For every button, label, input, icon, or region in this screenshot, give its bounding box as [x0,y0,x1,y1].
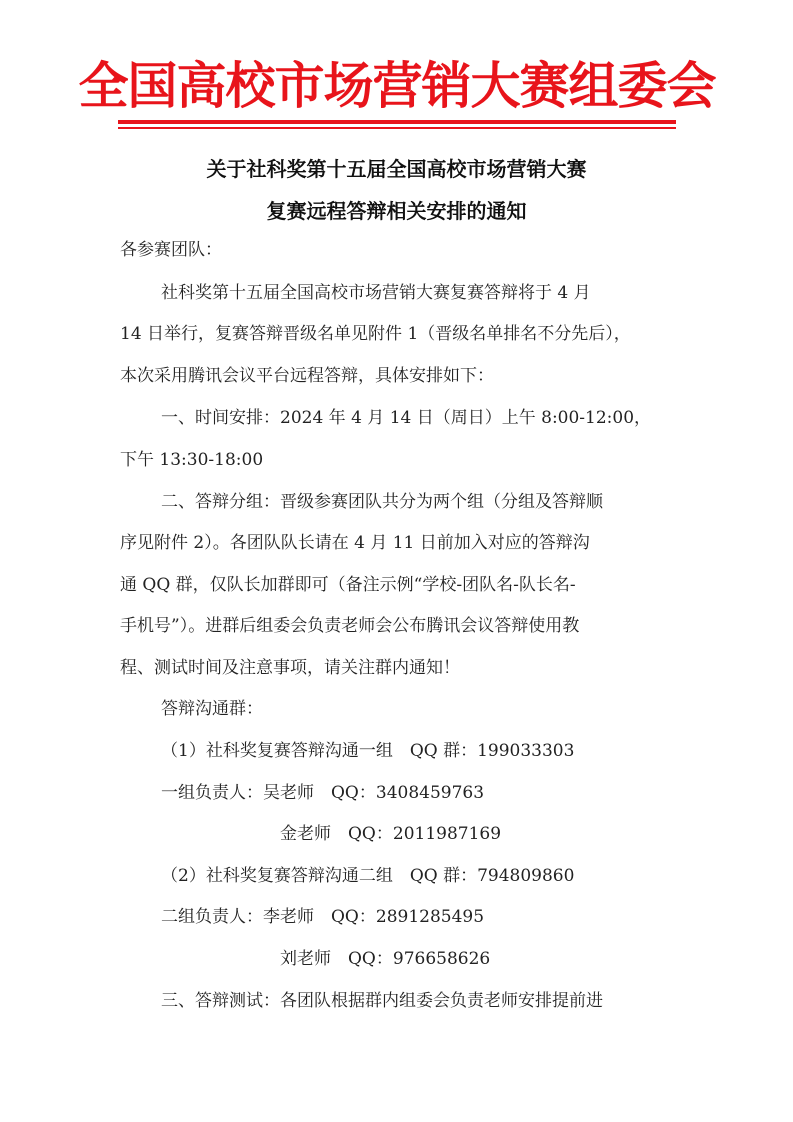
time-arrangement-line: 下午 13:30-18:00 [120,450,264,470]
qq-group-1: （1）社科奖复赛答辩沟通一组 QQ 群：199033303 [161,741,575,761]
grouping-paragraph-line: 程、测试时间及注意事项，请关注群内通知！ [120,658,460,678]
qq-group-1-lead: 一组负责人：吴老师 QQ：3408459763 [161,783,485,803]
qq-group-1-lead: 金老师 QQ：2011987169 [280,824,502,844]
qq-group-2-lead: 刘老师 QQ：976658626 [280,949,491,969]
qq-groups-heading: 答辩沟通群： [161,699,263,719]
test-paragraph-line: 三、答辩测试：各团队根据群内组委会负责老师安排提前进 [161,991,603,1011]
time-arrangement-line: 一、时间安排：2024 年 4 月 14 日（周日）上午 8:00-12:00， [161,408,652,428]
masthead-letterhead: 全国高校市场营销大赛组委会 [78,56,716,115]
salutation: 各参赛团队： [120,240,222,260]
notice-title-line-1: 关于社科奖第十五届全国高校市场营销大赛 [206,157,587,181]
intro-paragraph-line: 本次采用腾讯会议平台远程答辩，具体安排如下： [120,366,494,386]
qq-group-2-lead: 二组负责人：李老师 QQ：2891285495 [161,907,485,927]
grouping-paragraph-line: 手机号”）。进群后组委会负责老师会公布腾讯会议答辩使用教 [120,616,580,636]
letterhead-rule-thick [118,120,676,124]
intro-paragraph-line: 14 日举行，复赛答辩晋级名单见附件 1（晋级名单排名不分先后）， [120,324,631,344]
letterhead-rule-thin [118,127,676,129]
grouping-paragraph-line: 通 QQ 群，仅队长加群即可（备注示例“学校-团队名-队长名- [120,575,576,595]
notice-title-line-2: 复赛远程答辩相关安排的通知 [266,199,527,223]
grouping-paragraph-line: 序见附件 2）。各团队队长请在 4 月 11 日前加入对应的答辩沟 [120,533,590,553]
qq-group-2: （2）社科奖复赛答辩沟通二组 QQ 群：794809860 [161,866,575,886]
intro-paragraph-line: 社科奖第十五届全国高校市场营销大赛复赛答辩将于 4 月 [161,283,591,303]
grouping-paragraph-line: 二、答辩分组：晋级参赛团队共分为两个组（分组及答辩顺 [161,492,603,512]
